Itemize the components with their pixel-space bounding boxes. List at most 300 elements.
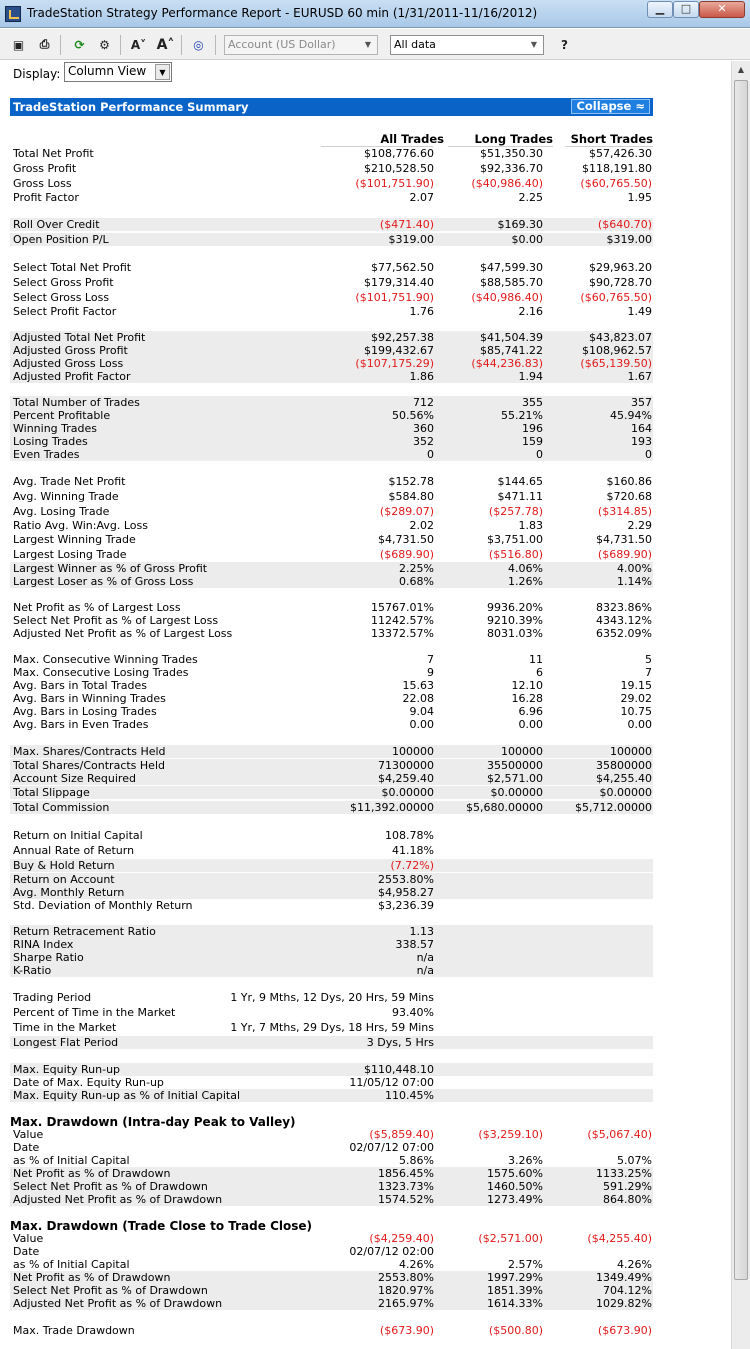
value-short-trades: 357: [631, 396, 652, 409]
value-long-trades: 2.25: [518, 191, 543, 204]
report-row-label: Date: [13, 1141, 40, 1154]
value-all-trades: 5.86%: [399, 1154, 434, 1167]
report-row-label: Max. Equity Run-up: [13, 1063, 121, 1076]
value-long-trades: $169.30: [497, 218, 543, 231]
report-row-label: Winning Trades: [13, 422, 97, 435]
report-row-label: Avg. Bars in Total Trades: [13, 679, 147, 692]
report-row: [10, 519, 653, 532]
refresh-icon: ⟳: [74, 37, 85, 52]
value-all-trades: $319.00: [388, 233, 434, 246]
value-all-trades: $584.80: [388, 490, 434, 503]
report-row-label: Gross Profit: [13, 162, 77, 175]
value-short-trades: 704.12%: [603, 1284, 652, 1297]
value-long-trades: 12.10: [511, 679, 543, 692]
value-all-trades: 71300000: [378, 759, 434, 772]
display-label: Display:: [13, 67, 61, 81]
print-button[interactable]: [36, 36, 53, 53]
report-row-label: Largest Loser as % of Gross Loss: [13, 575, 194, 588]
value-long-trades: ($40,986.40): [471, 291, 543, 304]
report-row: [10, 233, 653, 246]
value-short-trades: 5: [645, 653, 652, 666]
data-range-value: All data: [394, 38, 436, 51]
display-view-select[interactable]: [64, 62, 172, 82]
value-all-trades: $179,314.40: [364, 276, 434, 289]
value-all-trades: 1 Yr, 9 Mths, 12 Dys, 20 Hrs, 59 Mins: [230, 991, 434, 1004]
report-row: [10, 575, 653, 588]
report-row: [10, 562, 653, 575]
value-all-trades: 4.26%: [399, 1258, 434, 1271]
report-row-label: Adjusted Profit Factor: [13, 370, 131, 383]
report-column-headers: [10, 132, 653, 145]
value-long-trades: $92,336.70: [480, 162, 543, 175]
report-row: [10, 801, 653, 814]
report-row: [10, 435, 653, 448]
report-row: [10, 448, 653, 461]
value-short-trades: $90,728.70: [589, 276, 652, 289]
report-row: [10, 1036, 653, 1049]
minimize-button[interactable]: [647, 1, 673, 18]
value-all-trades: 15.63: [402, 679, 434, 692]
value-all-trades: ($471.40): [379, 218, 434, 231]
close-button[interactable]: [699, 1, 745, 18]
value-short-trades: $57,426.30: [589, 147, 652, 160]
value-long-trades: $0.00000: [490, 786, 543, 799]
value-short-trades: 6352.09%: [596, 627, 652, 640]
value-short-trades: 193: [631, 435, 652, 448]
report-row-label: Total Commission: [13, 801, 110, 814]
report-row-label: Annual Rate of Return: [13, 844, 135, 857]
report-row: [10, 938, 653, 951]
report-row: [10, 829, 653, 842]
report-row-label: Max. Equity Run-up as % of Initial Capital: [13, 1089, 241, 1102]
value-all-trades: 02/07/12 02:00: [349, 1245, 434, 1258]
report-row-label: Open Position P/L: [13, 233, 109, 246]
report-row: [10, 1154, 653, 1167]
value-all-trades: $4,958.27: [378, 886, 434, 899]
report-row-label: Total Number of Trades: [13, 396, 140, 409]
report-row: [10, 991, 653, 1004]
chevron-down-icon: ▼: [364, 40, 372, 49]
value-all-trades: $110,448.10: [364, 1063, 434, 1076]
report-row: [10, 162, 653, 175]
value-long-trades: 355: [522, 396, 543, 409]
value-long-trades: $3,751.00: [487, 533, 543, 546]
report-row: [10, 357, 653, 370]
value-all-trades: 2.07: [409, 191, 434, 204]
tradestation-app-icon: [5, 6, 21, 22]
report-row: [10, 490, 653, 503]
report-row-label: Avg. Trade Net Profit: [13, 475, 126, 488]
report-row-label: Total Slippage: [13, 786, 90, 799]
value-all-trades: 2165.97%: [378, 1297, 434, 1310]
value-long-trades: $471.11: [497, 490, 543, 503]
report-row-label: Sharpe Ratio: [13, 951, 84, 964]
value-all-trades: (7.72%): [390, 859, 434, 872]
collapse-button[interactable]: [571, 99, 650, 114]
report-row: [10, 331, 653, 344]
report-row: [10, 951, 653, 964]
data-range-select[interactable]: [390, 35, 544, 55]
value-all-trades: ($101,751.90): [355, 291, 434, 304]
help-question-icon: ?: [561, 37, 568, 52]
close-icon: ✕: [717, 2, 727, 15]
report-row: [10, 614, 653, 627]
value-short-trades: ($60,765.50): [580, 291, 652, 304]
increase-font-button[interactable]: [157, 36, 174, 53]
report-row: [10, 1167, 653, 1180]
toolbar-separator: [120, 35, 121, 55]
report-header: [10, 98, 653, 116]
report-row-label: K-Ratio: [13, 964, 52, 977]
value-long-trades: 100000: [501, 745, 543, 758]
scroll-up-icon[interactable]: ▲: [737, 65, 745, 74]
vertical-scrollbar[interactable]: [731, 61, 750, 1349]
maximize-button[interactable]: [673, 1, 699, 18]
value-short-trades: 1133.25%: [596, 1167, 652, 1180]
report-row-label: Largest Losing Trade: [13, 548, 127, 561]
toolbar-separator: [60, 35, 61, 55]
value-all-trades: 13372.57%: [371, 627, 434, 640]
save-button[interactable]: [10, 36, 27, 53]
value-long-trades: ($257.78): [488, 505, 543, 518]
report-row-label: Avg. Winning Trade: [13, 490, 119, 503]
value-long-trades: $41,504.39: [480, 331, 543, 344]
minimize-icon: ▁: [655, 2, 665, 15]
report-row: [10, 1021, 653, 1034]
report-row: [10, 1180, 653, 1193]
value-short-trades: 100000: [610, 745, 652, 758]
value-short-trades: $108,962.57: [582, 344, 652, 357]
report-row-label: Select Net Profit as % of Largest Loss: [13, 614, 219, 627]
value-all-trades: $108,776.60: [364, 147, 434, 160]
report-row: [10, 1076, 653, 1089]
value-all-trades: 2553.80%: [378, 873, 434, 886]
value-long-trades: 9210.39%: [487, 614, 543, 627]
value-long-trades: ($2,571.00): [478, 1232, 543, 1245]
font-increase-icon: A˄: [156, 36, 175, 53]
report-row-label: Max. Trade Drawdown: [13, 1324, 135, 1337]
value-long-trades: 1.83: [518, 519, 543, 532]
value-short-trades: 19.15: [620, 679, 652, 692]
report-row-label: Percent of Time in the Market: [13, 1006, 176, 1019]
value-all-trades: ($101,751.90): [355, 177, 434, 190]
report-row-label: Return on Initial Capital: [13, 829, 143, 842]
value-short-trades: $43,823.07: [589, 331, 652, 344]
value-all-trades: ($289.07): [379, 505, 434, 518]
value-short-trades: 45.94%: [610, 409, 652, 422]
double-chevron-up-icon: ≈: [635, 99, 645, 113]
value-short-trades: 10.75: [620, 705, 652, 718]
format-button[interactable]: [190, 36, 207, 53]
value-all-trades: 360: [413, 422, 434, 435]
report-row-label: Select Gross Profit: [13, 276, 114, 289]
report-row-label: Adjusted Net Profit as % of Drawdown: [13, 1193, 223, 1206]
report-row: [10, 679, 653, 692]
value-short-trades: $118,191.80: [582, 162, 652, 175]
value-short-trades: 1.14%: [617, 575, 652, 588]
value-long-trades: 55.21%: [501, 409, 543, 422]
value-short-trades: 164: [631, 422, 652, 435]
value-short-trades: $4,255.40: [596, 772, 652, 785]
value-short-trades: $720.68: [606, 490, 652, 503]
report-row-label: Largest Winner as % of Gross Profit: [13, 562, 208, 575]
value-all-trades: 0.00: [409, 718, 434, 731]
target-icon: ◎: [193, 37, 204, 52]
value-short-trades: 0.00: [627, 718, 652, 731]
value-all-trades: 50.56%: [392, 409, 434, 422]
value-short-trades: 8323.86%: [596, 601, 652, 614]
value-short-trades: $29,963.20: [589, 261, 652, 274]
report-row: [10, 370, 653, 383]
column-header-long-trades: Long Trades: [474, 132, 553, 146]
report-row: [10, 772, 653, 785]
floppy-disk-icon: ▣: [12, 37, 25, 52]
report-row: [10, 548, 653, 561]
report-row: [10, 1245, 653, 1258]
report-row: [10, 533, 653, 546]
report-row-label: Max. Consecutive Losing Trades: [13, 666, 189, 679]
value-short-trades: 35800000: [596, 759, 652, 772]
report-row-label: Adjusted Net Profit as % of Drawdown: [13, 1297, 223, 1310]
report-row-label: Adjusted Gross Loss: [13, 357, 124, 370]
report-row-label: Select Gross Loss: [13, 291, 110, 304]
value-short-trades: $0.00000: [599, 786, 652, 799]
value-long-trades: ($44,236.83): [471, 357, 543, 370]
report-row-label: Avg. Bars in Winning Trades: [13, 692, 166, 705]
value-long-trades: 1.26%: [508, 575, 543, 588]
value-all-trades: 15767.01%: [371, 601, 434, 614]
value-all-trades: 2.25%: [399, 562, 434, 575]
report-row: [10, 191, 653, 204]
value-short-trades: 4.26%: [617, 1258, 652, 1271]
report-row-label: Max. Shares/Contracts Held: [13, 745, 166, 758]
value-all-trades: 1856.45%: [378, 1167, 434, 1180]
report-row-label: Value: [13, 1128, 44, 1141]
value-all-trades: ($5,859.40): [369, 1128, 434, 1141]
report-row-label: Total Net Profit: [13, 147, 94, 160]
value-long-trades: $51,350.30: [480, 147, 543, 160]
report-row: [10, 666, 653, 679]
value-short-trades: 591.29%: [603, 1180, 652, 1193]
report-row-label: Net Profit as % of Drawdown: [13, 1271, 171, 1284]
toolbar-separator: [181, 35, 182, 55]
value-all-trades: 41.18%: [392, 844, 434, 857]
account-currency-select[interactable]: [224, 35, 378, 55]
value-short-trades: ($314.85): [597, 505, 652, 518]
report-row-label: Account Size Required: [13, 772, 136, 785]
value-short-trades: 1.67: [627, 370, 652, 383]
value-all-trades: 1574.52%: [378, 1193, 434, 1206]
value-all-trades: 1.76: [409, 305, 434, 318]
toolbar: [0, 29, 750, 60]
report-row: [10, 844, 653, 857]
report-row-label: Adjusted Net Profit as % of Largest Loss: [13, 627, 233, 640]
font-decrease-icon: A˅: [130, 37, 147, 52]
toolbar-separator: [215, 35, 216, 55]
report-row: [10, 859, 653, 872]
report-row-label: Net Profit as % of Drawdown: [13, 1167, 171, 1180]
report-row: [10, 1006, 653, 1019]
value-all-trades: $3,236.39: [378, 899, 434, 912]
value-short-trades: $5,712.00000: [575, 801, 652, 814]
value-long-trades: 4.06%: [508, 562, 543, 575]
report-row: [10, 1089, 653, 1102]
window-title: TradeStation Strategy Performance Report - EURUSD 60 min (1/31/2011-11/16/2012): [27, 6, 538, 20]
maximize-icon: □: [680, 2, 692, 15]
report-row: [10, 1128, 653, 1141]
report-row-label: Select Net Profit as % of Drawdown: [13, 1284, 208, 1297]
value-all-trades: n/a: [416, 964, 434, 977]
value-short-trades: 1.49: [627, 305, 652, 318]
value-all-trades: 352: [413, 435, 434, 448]
report-row-label: Time in the Market: [13, 1021, 117, 1034]
report-row-label: Largest Winning Trade: [13, 533, 136, 546]
report-row: [10, 718, 653, 731]
value-short-trades: $160.86: [606, 475, 652, 488]
value-short-trades: ($689.90): [597, 548, 652, 561]
report-row-label: Ratio Avg. Win:Avg. Loss: [13, 519, 148, 532]
value-short-trades: ($4,255.40): [587, 1232, 652, 1245]
value-long-trades: 1575.60%: [487, 1167, 543, 1180]
value-all-trades: ($689.90): [379, 548, 434, 561]
report-row: [10, 422, 653, 435]
value-all-trades: 1.86: [409, 370, 434, 383]
report-row-label: Return on Account: [13, 873, 115, 886]
section-title-intraday-drawdown: Max. Drawdown (Intra-day Peak to Valley): [10, 1115, 296, 1129]
value-all-trades: 9.04: [409, 705, 434, 718]
value-all-trades: 02/07/12 07:00: [349, 1141, 434, 1154]
report-row-label: Select Net Profit as % of Drawdown: [13, 1180, 208, 1193]
value-long-trades: 35500000: [487, 759, 543, 772]
value-all-trades: 3 Dys, 5 Hrs: [366, 1036, 434, 1049]
report-row: [10, 261, 653, 274]
report-row: [10, 1232, 653, 1245]
report-row-label: Std. Deviation of Monthly Return: [13, 899, 193, 912]
report-row: [10, 1324, 653, 1337]
value-long-trades: ($3,259.10): [478, 1128, 543, 1141]
report-row-label: Return Retracement Ratio: [13, 925, 156, 938]
value-long-trades: 0: [536, 448, 543, 461]
report-row-label: Roll Over Credit: [13, 218, 100, 231]
value-short-trades: 1.95: [627, 191, 652, 204]
settings-button[interactable]: [96, 36, 113, 53]
value-all-trades: $92,257.38: [371, 331, 434, 344]
value-long-trades: 1273.49%: [487, 1193, 543, 1206]
value-long-trades: 3.26%: [508, 1154, 543, 1167]
value-long-trades: ($516.80): [488, 548, 543, 561]
value-short-trades: 2.29: [627, 519, 652, 532]
report-row: [10, 218, 653, 231]
report-row: [10, 601, 653, 614]
value-short-trades: ($673.90): [597, 1324, 652, 1337]
report-row: [10, 1258, 653, 1271]
scrollbar-thumb[interactable]: [734, 80, 748, 1280]
report-row-label: Net Profit as % of Largest Loss: [13, 601, 181, 614]
value-all-trades: $152.78: [388, 475, 434, 488]
column-header-all-trades: All Trades: [380, 132, 444, 146]
value-short-trades: 5.07%: [617, 1154, 652, 1167]
value-long-trades: 1851.39%: [487, 1284, 543, 1297]
value-all-trades: 11242.57%: [371, 614, 434, 627]
value-short-trades: 4343.12%: [596, 614, 652, 627]
value-long-trades: 1614.33%: [487, 1297, 543, 1310]
chevron-down-icon: ▼: [530, 40, 538, 49]
report-row: [10, 964, 653, 977]
value-long-trades: 9936.20%: [487, 601, 543, 614]
report-row-label: Percent Profitable: [13, 409, 111, 422]
report-row: [10, 653, 653, 666]
value-all-trades: 712: [413, 396, 434, 409]
report-row-label: Total Shares/Contracts Held: [13, 759, 165, 772]
value-short-trades: ($65,139.50): [580, 357, 652, 370]
value-long-trades: ($500.80): [488, 1324, 543, 1337]
report-row-label: Value: [13, 1232, 44, 1245]
value-all-trades: n/a: [416, 951, 434, 964]
report-title: TradeStation Performance Summary: [13, 100, 249, 114]
report-row-label: Avg. Bars in Losing Trades: [13, 705, 157, 718]
value-short-trades: $4,731.50: [596, 533, 652, 546]
report-row: [10, 344, 653, 357]
printer-icon: ⎙: [39, 37, 50, 51]
report-row-label: Adjusted Gross Profit: [13, 344, 128, 357]
report-row: [10, 475, 653, 488]
report-row: [10, 1297, 653, 1310]
report-row-label: as % of Initial Capital: [13, 1258, 130, 1271]
report-row-label: Trading Period: [13, 991, 92, 1004]
report-row-label: Longest Flat Period: [13, 1036, 119, 1049]
report-row-label: Gross Loss: [13, 177, 72, 190]
section-title-trade-close-drawdown: Max. Drawdown (Trade Close to Trade Close): [10, 1219, 312, 1233]
value-long-trades: 0.00: [518, 718, 543, 731]
account-currency-value: Account (US Dollar): [228, 38, 336, 51]
value-all-trades: $4,731.50: [378, 533, 434, 546]
decrease-font-button[interactable]: [130, 36, 147, 53]
collapse-label: Collapse: [576, 99, 632, 113]
report-row: [10, 505, 653, 518]
report-row: [10, 759, 653, 772]
value-all-trades: 338.57: [395, 938, 434, 951]
value-all-trades: 108.78%: [385, 829, 434, 842]
report-row: [10, 627, 653, 640]
report-row: [10, 692, 653, 705]
report-row-label: Even Trades: [13, 448, 80, 461]
report-row: [10, 409, 653, 422]
report-row: [10, 886, 653, 899]
report-row-label: Profit Factor: [13, 191, 79, 204]
value-all-trades: 22.08: [402, 692, 434, 705]
refresh-button[interactable]: [71, 36, 88, 53]
report-row-label: Avg. Monthly Return: [13, 886, 125, 899]
report-row-label: Avg. Bars in Even Trades: [13, 718, 149, 731]
report-row: [10, 925, 653, 938]
value-all-trades: ($673.90): [379, 1324, 434, 1337]
report-row: [10, 786, 653, 799]
value-short-trades: ($640.70): [597, 218, 652, 231]
help-button[interactable]: [556, 36, 573, 53]
value-all-trades: $4,259.40: [378, 772, 434, 785]
value-all-trades: 2553.80%: [378, 1271, 434, 1284]
report-row: [10, 291, 653, 304]
value-all-trades: 2.02: [409, 519, 434, 532]
value-short-trades: $319.00: [606, 233, 652, 246]
report-row-label: Losing Trades: [13, 435, 88, 448]
value-long-trades: $5,680.00000: [466, 801, 543, 814]
report-row: [10, 873, 653, 886]
value-long-trades: $88,585.70: [480, 276, 543, 289]
report-row: [10, 745, 653, 758]
value-all-trades: $0.00000: [381, 786, 434, 799]
value-all-trades: $11,392.00000: [350, 801, 434, 814]
